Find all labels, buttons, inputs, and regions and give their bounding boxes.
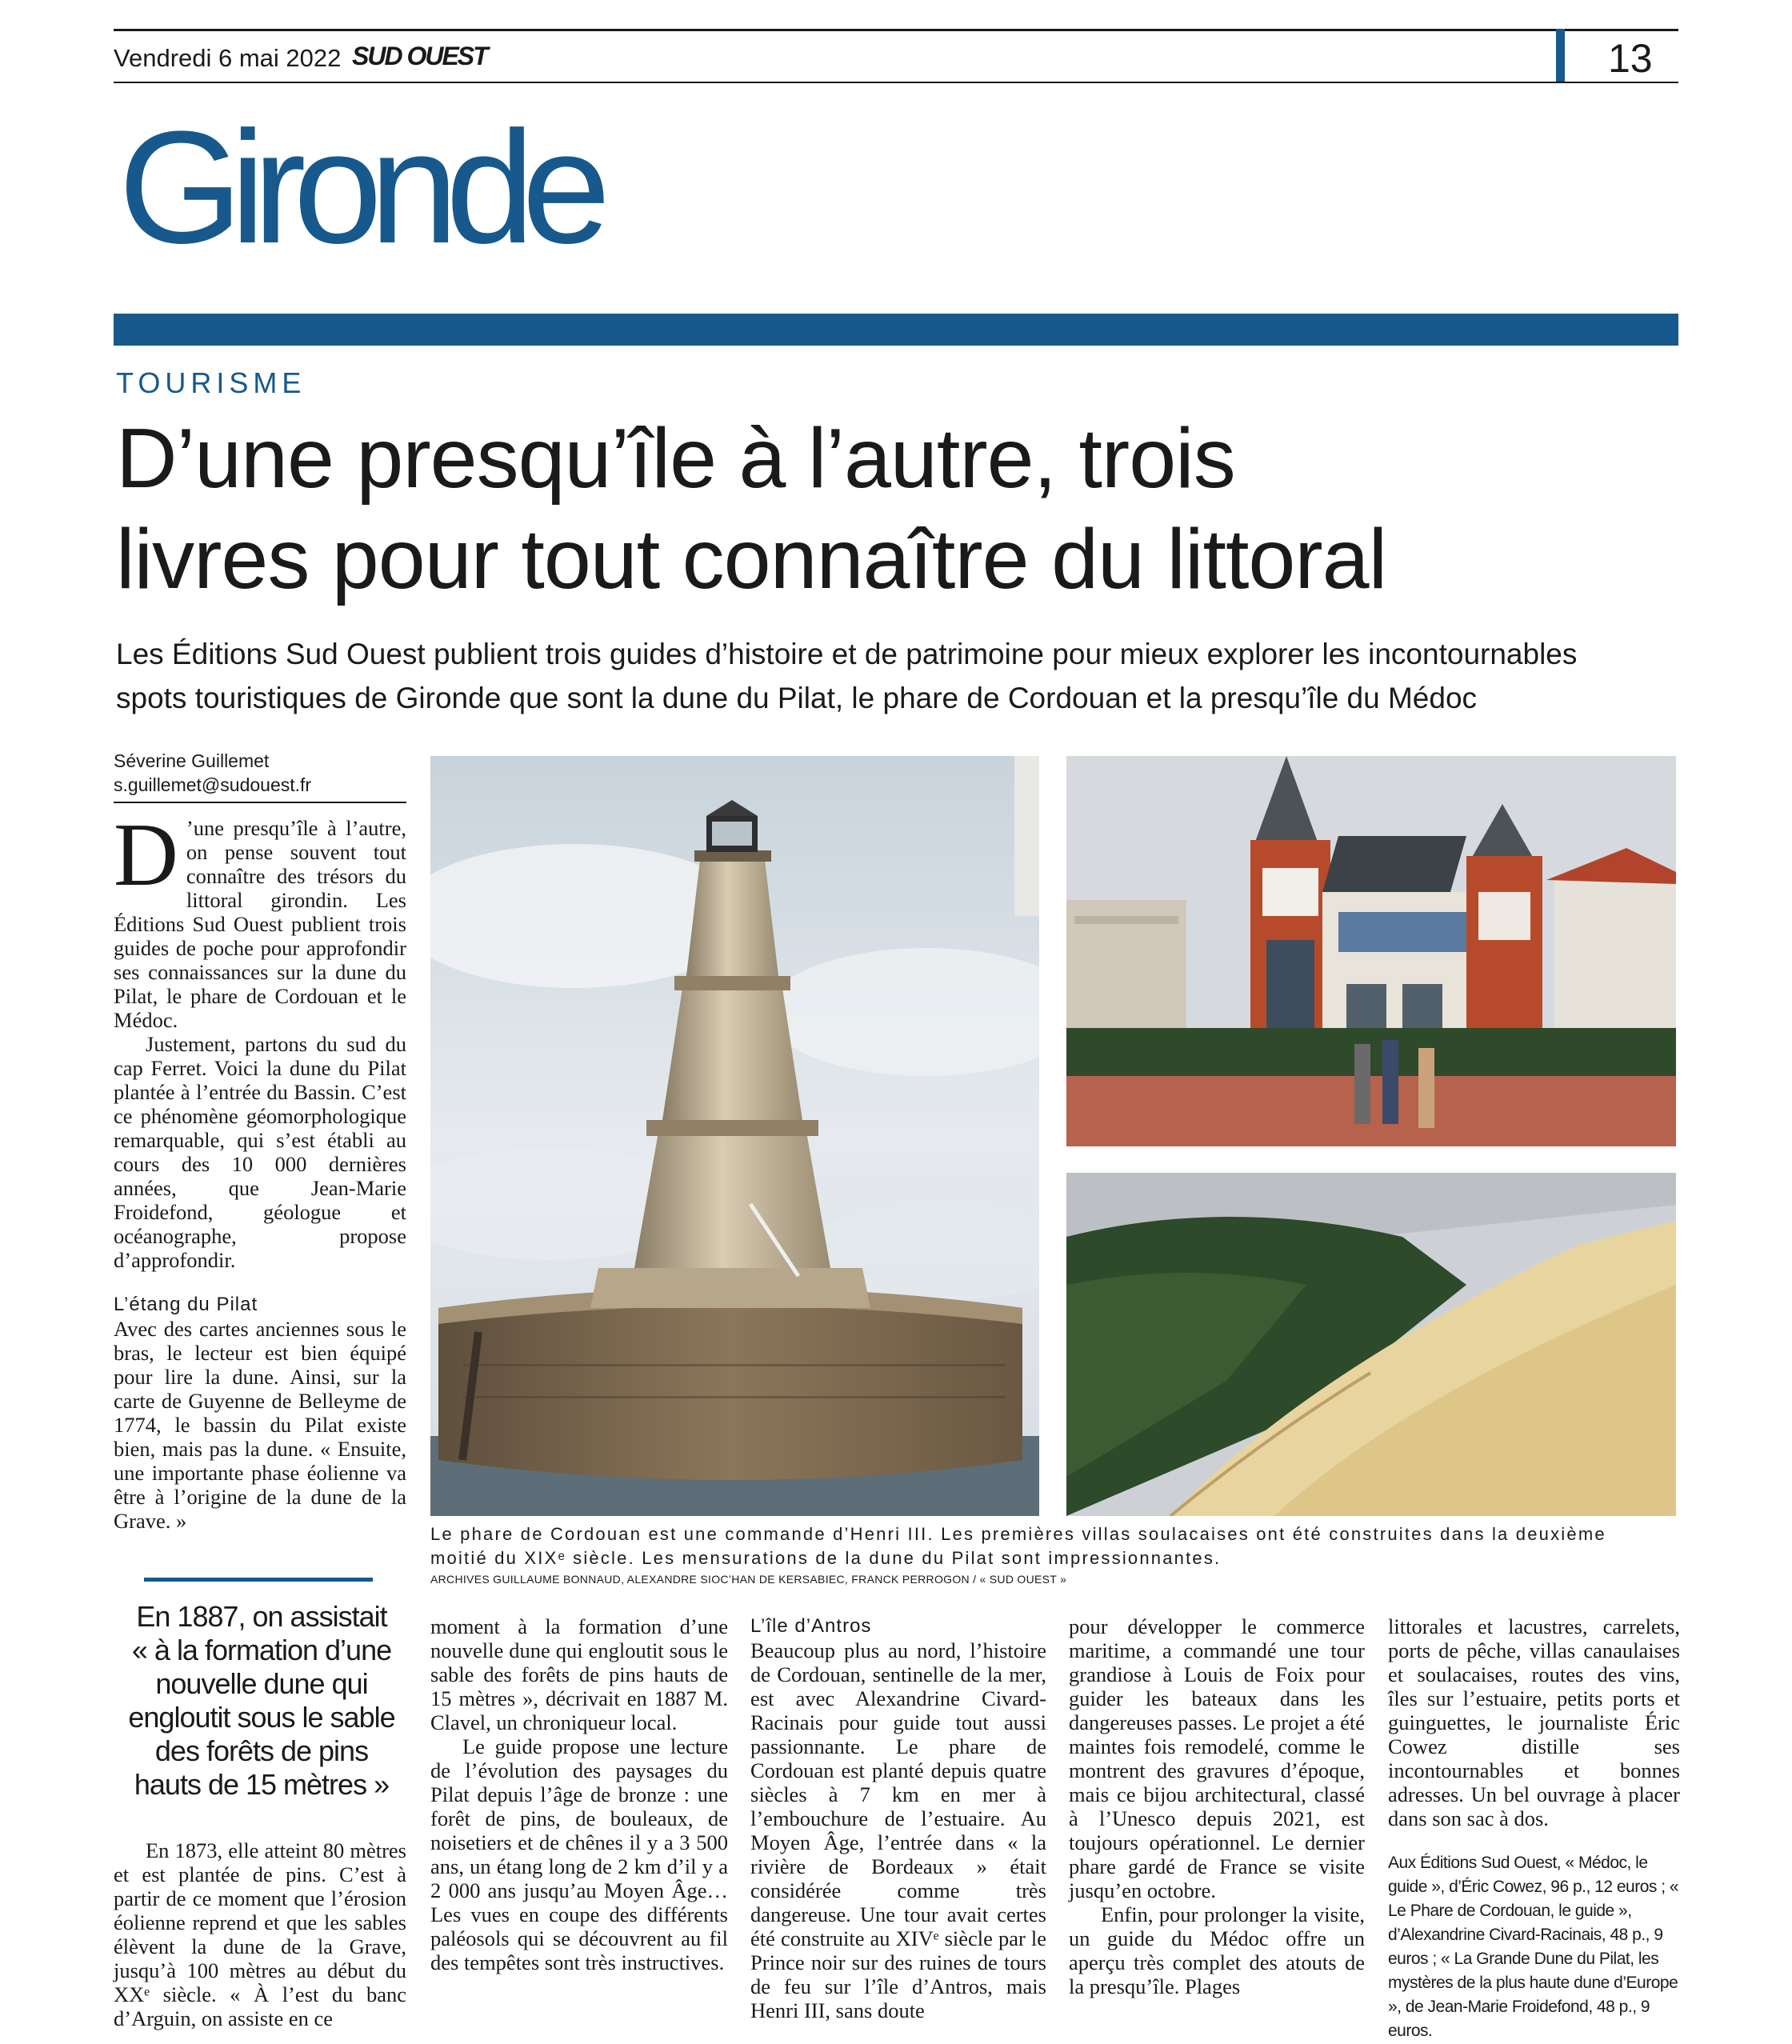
top-rule: [114, 29, 1678, 31]
pullquote-rule: [144, 1578, 373, 1582]
pull-quote-line: nouvelle dune qui: [155, 1667, 368, 1700]
paragraph: pour développer le commerce maritime, a commandé une tour grandiose à Louis de Foix pour guider les bateaux dans les dangereuses passes. Le projet a été maintes fois remodelé, comme le montrent des gravures d’époque, mais ce bijou architectural, classé à l’Unesco depuis 2021, est toujours opérationnel. Le dernier phare gardé de France se visite jusqu’en octobre.: [1069, 1614, 1365, 1902]
paragraph: En 1873, elle atteint 80 mètres et est plantée de pins. C’est à partir de ce moment que l’érosion éolienne reprend et que les sables élèvent la dune de la Grave, jusqu’à 100 mètres au début du XXᵉ siècle. « À l’est du banc d’Arguin, on assiste en ce: [114, 1838, 406, 2030]
article-column-2: [430, 1614, 728, 1974]
byline-name: Séverine Guillemet: [114, 750, 270, 771]
pull-quote-line: des forêts de pins: [154, 1734, 369, 1767]
section-title: Gironde: [118, 98, 598, 277]
dune-photo: [1066, 1173, 1676, 1516]
headline-line-2: livres pour tout connaître du littoral: [116, 512, 1387, 606]
paragraph: Beaucoup plus au nord, l’histoire de Cordouan, sentinelle de la mer, est avec Alexandrine Civard-Racinais pour guide tout aussi passionnante. Le phare de Cordouan est planté depuis quatre siècles à 7 km en mer à l’embouchure de l’estuaire. Au Moyen Âge, l’entrée dans « la rivière de Bordeaux » était considérée comme très dangereuse. Une tour avait certes été construite au XIVᵉ siècle par le Prince noir sur des ruines de tours de feu sur l’île d’Antros, mais Henri III, sans doute: [750, 1638, 1046, 2022]
paragraph: littorales et lacustres, carrelets, ports de pêche, villas canaulaises et soulacaises, routes des vins, îles sur l’estuaire, petits ports et guinguettes, le journaliste Éric Cowez distille ses incontournables et bonnes adresses. Un bel ouvrage à placer dans son sac à dos.: [1388, 1614, 1680, 1830]
headline-line-1: D’une presqu’île à l’autre, trois: [116, 411, 1235, 506]
drop-cap: D: [114, 806, 178, 905]
photo-credit: ARCHIVES GUILLAUME BONNAUD, ALEXANDRE SIOC’HAN DE KERSABIEC, FRANCK PERROGON / « SUD OUEST »: [430, 1573, 1067, 1586]
book-credits: Aux Éditions Sud Ouest, « Médoc, le guide », d’Éric Cowez, 96 p., 12 euros ; « Le Phare de Cordouan, le guide », d’Alexandrine Civard-Racinais, 48 p., 9 euros ; « La Grande Dune du Pilat, les mystères de la plus haute dune d’Europe », de Jean-Marie Froidefond, 48 p., 9 euros.: [1388, 1854, 1679, 2040]
article-column-5: [1388, 1614, 1680, 2043]
page-number-rule: [1556, 29, 1565, 82]
article-column-4: [1069, 1614, 1365, 1998]
paragraph: Avec des cartes anciennes sous le bras, le lecteur est bien équipé pour lire la dune. Ainsi, sur la carte de Guyenne de Belleyme de 1774, le bassin du Pilat existe bien, mais pas la dune. « Ensuite, une importante phase éolienne va être à l’origine de la dune de la Grave. »: [114, 1317, 406, 1533]
byline-email[interactable]: s.guillemet@sudouest.fr: [114, 774, 312, 795]
pull-quote-line: « à la formation d’une: [131, 1634, 392, 1666]
article-column-1-continued: [114, 1838, 406, 2030]
paragraph: Justement, partons du sud du cap Ferret. Voici la dune du Pilat plantée à l’entrée du Bassin. C’est ce phénomène géomorphologique remarquable, qui s’est établi au cours des 10 000 dernières années, que Jean-Marie Froidefond, géologue et océanographe, propose d’approfondir.: [114, 1032, 406, 1272]
photo-caption-line-2: moitié du XIXᵉ siècle. Les mensurations de la dune du Pilat sont impressionnantes.: [430, 1548, 1222, 1568]
pull-quote-line: En 1887, on assistait: [136, 1600, 387, 1633]
pull-quote: [114, 1600, 410, 1802]
standfirst-line-2: spots touristiques de Gironde que sont la dune du Pilat, le phare de Cordouan et la presqu’île du Médoc: [116, 682, 1478, 714]
pull-quote-line: engloutit sous le sable: [128, 1701, 395, 1734]
article-column-3: [750, 1614, 1046, 2022]
section-bar: [114, 314, 1678, 346]
standfirst-line-1: Les Éditions Sud Ouest publient trois guides d’histoire et de patrimoine pour mieux explorer les incontournables: [116, 638, 1578, 670]
subheading: L’île d’Antros: [750, 1615, 872, 1637]
photo-caption-line-1: Le phare de Cordouan est une commande d’Henri III. Les premières villas soulacaises ont été construites dans la deuxième: [430, 1524, 1606, 1544]
newspaper-name: SUD OUEST: [352, 42, 487, 70]
kicker: TOURISME: [116, 366, 306, 399]
header-rule: [114, 82, 1678, 83]
byline-rule: [114, 802, 406, 803]
paragraph: Enfin, pour prolonger la visite, un guide du Médoc offre un aperçu très complet des atouts de la presqu’île. Plages: [1069, 1902, 1365, 1998]
villa-photo: [1066, 756, 1676, 1146]
lighthouse-photo: [430, 756, 1039, 1516]
paragraph: moment à la formation d’une nouvelle dune qui engloutit sous le sable des forêts de pins hauts de 15 mètres », décrivait en 1887 M. Clavel, un chroniqueur local.: [430, 1614, 728, 1734]
page-number: 13: [1608, 36, 1653, 81]
paragraph: ’une presqu’île à l’autre, on pense souvent tout connaître des trésors du littoral girondin. Les Éditions Sud Ouest publient trois guides de poche pour approfondir ses connaissances sur la dune du Pilat, le phare de Cordouan et le Médoc.: [114, 816, 406, 1032]
paragraph: Le guide propose une lecture de l’évolution des paysages du Pilat depuis l’âge de bronze : une forêt de pins, de bouleaux, de noisetiers et de chênes il y a 3 500 ans, un étang long de 2 km d’il y a 2 000 ans jusqu’au Moyen Âge… Les vues en coupe des différents paléosols qui se découvrent au fil des tempêtes sont très instructives.: [430, 1734, 728, 1974]
issue-date: Vendredi 6 mai 2022: [114, 44, 342, 72]
pull-quote-line: hauts de 15 mètres »: [134, 1768, 390, 1801]
article-column-1: [114, 806, 406, 1533]
subheading: L’étang du Pilat: [114, 1294, 258, 1315]
